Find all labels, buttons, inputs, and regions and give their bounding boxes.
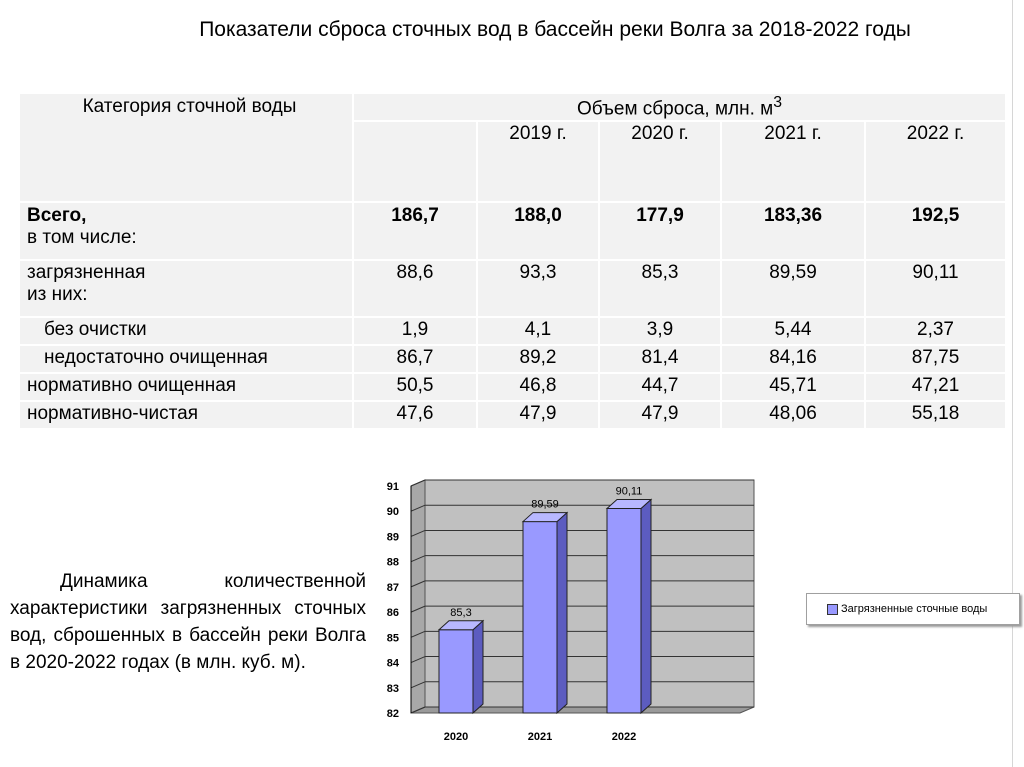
bar-side <box>473 621 483 713</box>
table-cell: 89,2 <box>477 345 599 373</box>
year-header: 2022 г. <box>865 121 1006 202</box>
table-cell: 48,06 <box>721 401 865 429</box>
data-label: 89,59 <box>531 498 559 511</box>
volume-header-text: Объем сброса, млн. м <box>576 98 774 120</box>
table-cell: 85,3 <box>599 260 721 317</box>
x-tick-label: 2020 <box>443 731 469 743</box>
row-label: недостаточно очищенная <box>19 345 353 373</box>
category-header: Категория сточной воды <box>19 93 353 202</box>
table-cell: 192,5 <box>865 202 1006 260</box>
year-header-blank <box>353 121 477 202</box>
year-header: 2019 г. <box>477 121 599 202</box>
page-title: Показатели сброса сточных вод в бассейн реки Волга за 2018-2022 годы <box>199 18 911 41</box>
y-tick-label: 90 <box>386 506 399 519</box>
data-label: 90,11 <box>615 485 643 498</box>
table-cell: 90,11 <box>865 260 1006 317</box>
wastewater-table <box>18 92 1007 430</box>
row-label: нормативно очищенная <box>19 373 353 401</box>
row-label: нормативно-чистая <box>19 401 353 429</box>
table-cell: 86,7 <box>353 345 477 373</box>
bar <box>439 630 473 713</box>
table-row <box>19 260 1006 317</box>
x-tick-label: 2021 <box>527 731 553 743</box>
table-cell: 84,16 <box>721 345 865 373</box>
table-cell: 47,9 <box>477 401 599 429</box>
y-tick-label: 88 <box>386 556 399 569</box>
bar-side <box>641 499 651 713</box>
legend-label: Загрязненные сточные воды <box>841 603 988 615</box>
table-cell: 50,5 <box>353 373 477 401</box>
y-tick-label: 89 <box>386 531 399 544</box>
table-cell: 88,6 <box>353 260 477 317</box>
x-tick-label: 2022 <box>611 731 637 743</box>
table-cell: 4,1 <box>477 317 599 345</box>
table-cell: 55,18 <box>865 401 1006 429</box>
table-cell: 183,36 <box>721 202 865 260</box>
table-cell: 46,8 <box>477 373 599 401</box>
table-cell: 1,9 <box>353 317 477 345</box>
year-header: 2020 г. <box>599 121 721 202</box>
table-cell: 177,9 <box>599 202 721 260</box>
row-label: Всего, в том числе: <box>19 202 353 260</box>
table-cell: 89,59 <box>721 260 865 317</box>
volume-header-sup: 3 <box>773 94 783 111</box>
y-tick-label: 85 <box>386 632 399 645</box>
y-tick-label: 86 <box>386 607 399 620</box>
legend-swatch <box>827 604 838 615</box>
volume-header <box>353 93 1006 121</box>
table-row <box>19 345 1006 373</box>
y-tick-label: 82 <box>386 708 399 720</box>
table-cell: 93,3 <box>477 260 599 317</box>
chart-side-wall <box>411 480 425 713</box>
bar <box>607 508 641 713</box>
table-row <box>19 317 1006 345</box>
bar-side <box>557 513 567 713</box>
table-cell: 186,7 <box>353 202 477 260</box>
table-cell: 47,9 <box>599 401 721 429</box>
bar <box>523 522 557 713</box>
row-label: загрязненная из них: <box>19 260 353 317</box>
table-cell: 5,44 <box>721 317 865 345</box>
table-cell: 45,71 <box>721 373 865 401</box>
y-tick-label: 91 <box>386 481 399 493</box>
table-cell: 44,7 <box>599 373 721 401</box>
table-row <box>19 401 1006 429</box>
chart-description: Динамика количественной характеристики загрязненных сточных вод, сброшенных в бассейн реки Волга в 2020-2022 годах (в млн. куб. м). <box>10 571 366 673</box>
table-row <box>19 373 1006 401</box>
table-cell: 3,9 <box>599 317 721 345</box>
table-cell: 87,75 <box>865 345 1006 373</box>
y-tick-label: 83 <box>386 682 399 695</box>
row-label: без очистки <box>19 317 353 345</box>
table-cell: 47,21 <box>865 373 1006 401</box>
y-tick-label: 84 <box>386 657 399 670</box>
table-row <box>19 202 1006 260</box>
y-tick-label: 87 <box>386 581 399 594</box>
year-header: 2021 г. <box>721 121 865 202</box>
table-cell: 47,6 <box>353 401 477 429</box>
chart-legend <box>806 593 1020 625</box>
table-cell: 188,0 <box>477 202 599 260</box>
table-cell: 81,4 <box>599 345 721 373</box>
data-label: 85,3 <box>450 606 472 619</box>
table-cell: 2,37 <box>865 317 1006 345</box>
